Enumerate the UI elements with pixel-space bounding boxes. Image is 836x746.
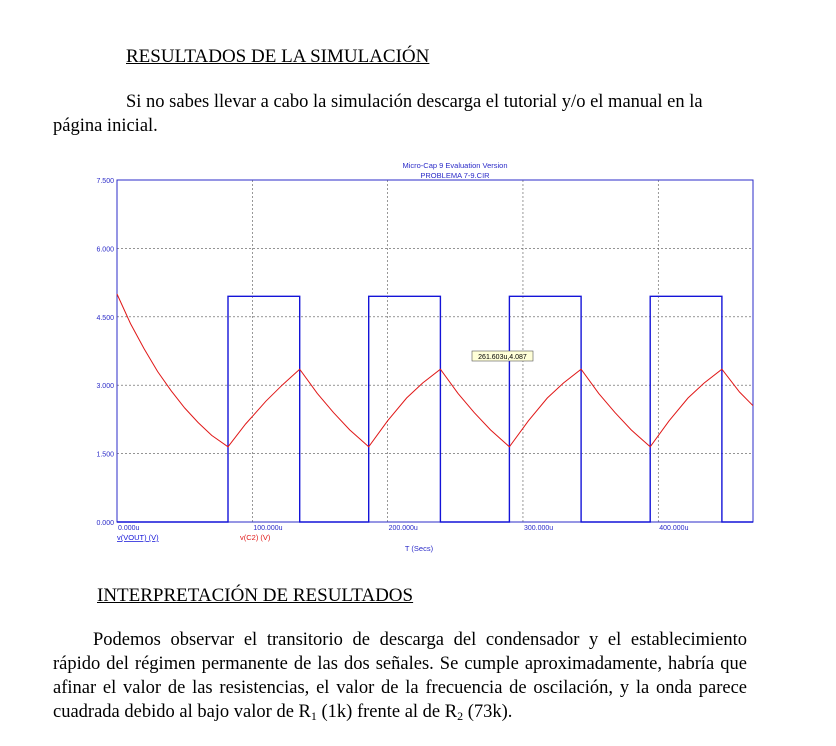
heading-resultados: RESULTADOS DE LA SIMULACIÓN — [126, 46, 430, 67]
y-tick-label: 6.000 — [96, 246, 114, 254]
cursor-readout — [472, 351, 533, 361]
chart-title: Micro-Cap 9 Evaluation Version — [402, 161, 508, 170]
x-tick-label: 300.000u — [523, 525, 554, 532]
interpretation-paragraph — [53, 628, 747, 724]
r1-subscript: 1 — [310, 709, 317, 723]
x-tick-label: 0.000u — [118, 525, 140, 532]
body-text-part1: Podemos observar el transitorio de descarga del condensador y el establecimiento rápido del régimen permanente de las dos señales. Se cumple aproximadamente, habría que afinar el valor de las resistencias, el valor de la frecuencia de oscilación, y la onda parece cuadrada debido al bajo valor de R — [53, 630, 747, 722]
body-text-part2: (1k) frente al de R — [316, 702, 458, 722]
chart-grid — [117, 180, 753, 522]
cursor-readout-label: 261.603u,4.087 — [478, 354, 527, 361]
body-text-part3: (73k). — [463, 702, 513, 722]
y-tick-label: 4.500 — [96, 314, 114, 322]
y-tick-label: 0.000 — [96, 520, 114, 527]
heading-interpretacion: INTERPRETACIÓN DE RESULTADOS — [97, 585, 414, 606]
plot-frame — [117, 180, 753, 522]
y-tick-labels — [96, 178, 114, 527]
simulation-chart — [60, 156, 760, 558]
legend-vout: v(VOUT) (V) — [117, 533, 159, 542]
y-tick-label: 1.500 — [96, 451, 114, 459]
y-tick-label: 3.000 — [96, 383, 114, 391]
x-tick-labels — [118, 525, 689, 532]
x-axis-label: T (Secs) — [404, 544, 434, 553]
series-line-vout — [117, 296, 753, 522]
intro-paragraph — [53, 90, 753, 138]
x-tick-label: 200.000u — [388, 525, 418, 532]
intro-text: Si no sabes llevar a cabo la simulación descarga el tutorial y/o el manual en la página inicial. — [53, 92, 703, 136]
legend-vc2: v(C2) (V) — [240, 533, 271, 542]
r2-subscript: 2 — [457, 709, 464, 723]
x-tick-label: 100.000u — [253, 525, 283, 532]
y-tick-label: 7.500 — [96, 178, 114, 185]
x-tick-label: 400.000u — [659, 525, 689, 532]
chart-subtitle: PROBLEMA 7-9.CIR — [420, 171, 490, 180]
